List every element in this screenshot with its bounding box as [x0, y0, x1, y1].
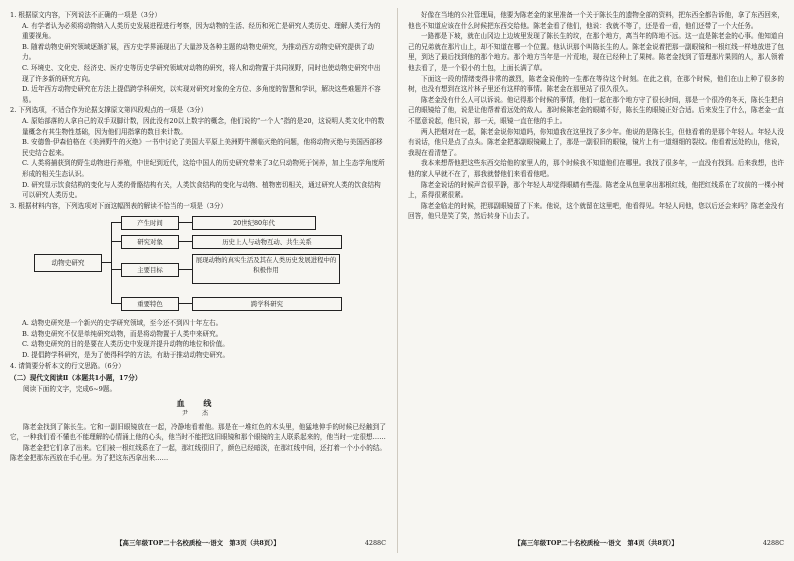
story-paragraph: 两人把烟对在一起，陈老金说你知道吗，你知道我在这里找了多少年。他说的是陈长生，但他看着的是那个年轻人。年轻人没有说话，他只是点了点头。陈老金把那副眼镜戴上了，那是一副很旧的眼镜，镜片上有一道细细的裂纹。他看着远处的山，他说，我现在看清楚了。: [408, 127, 784, 157]
footer-label: 【高三年级TOP二十名校质检一·语文 第4页（共8页）】: [514, 539, 678, 547]
diagram-connector: [178, 303, 192, 304]
question-1-option-c: C. 环境史、文化史、经济史、医疗史等历史学研究领域对动物的研究，将人和动物置于共同视野，同时也使动物史研究中出现了许多新的研究方向。: [22, 63, 381, 83]
question-2: [10, 105, 386, 200]
diagram-value-box: 20世纪80年代: [192, 216, 316, 230]
footer-code: 4288C: [762, 539, 784, 547]
diagram-connector: [111, 269, 121, 270]
reading-instruction: 阅读下面的文字，完成6~9题。: [23, 384, 117, 393]
page-divider: [397, 8, 398, 553]
page-footer: [408, 538, 784, 548]
question-3-option-a: A. 动物史研究是一个新兴的史学研究领域，至今还不到四十年左右。: [22, 319, 223, 328]
diagram-connector: [178, 269, 192, 270]
diagram-connector: [111, 241, 121, 242]
footer-label: 【高三年级TOP二十名校质检一·语文 第3页（共8页）】: [116, 539, 280, 547]
question-1-option-d: D. 近年西方动物史研究在方法上提倡跨学科研究，以实现对研究对象的全方位、多角度的智慧和学识，解决这些难题并不容易。: [22, 85, 381, 104]
diagram-connector: [178, 241, 192, 242]
diagram-label-box: 研究对象: [121, 235, 179, 249]
story-paragraph: 下面这一段的情绪变得非常的激烈，陈老金说他的一生都在等待这个时刻。在此之前，在那个时候，他们在山上种了很多的树，也没有想到在这片林子里还有这样的事情。陈老金在那里站了很久很久。: [408, 74, 784, 94]
question-2-option-a: A. 原始部落的人拿自己的双手双脚计数，因此没有20以上数字的概念，他们说的“一个人”指的是20，这说明人类文化中的数量概念有其生物性基础，因为他们用指掌的数目来计数。: [22, 116, 385, 136]
question-2-option-d: D. 研究显示饮食结构的变化与人类的骨骼结构有关，人类饮食结构的变化与动物、植物密切相关，通过研究人类的饮食结构可以研究人类历史。: [22, 180, 381, 200]
story-paragraph: 一路都是下坡，就在山冈边上边坡里发现了陈长生的坟，在那个地方，离当年的阵地不远。这一直是陈老金的心事。他知道自己的兄弟就在那片山上，却不知道在哪一个位置。他认识那个叫陈长生的人。陈老金说着把那一副眼镜和一根红线一样地放进了包里，到达了最后找到他的那个地方。那个地方当年是一片荒地，现在已经种上了果树。陈老金找到了管理那片果园的人，那人领着他去看了，是一个很小的土包，上面长满了草。: [408, 32, 784, 72]
diagram-label-box: 重要特色: [121, 297, 179, 311]
story-paragraph: 陈老金没有什么人可以诉说。他记得那个时候的事情，他们一起在那个地方守了很长时间，那是一个很冷的冬天，陈长生把自己的眼镜给了他，说是让他帮着看远处的敌人。那时候陈老金的眼睛不好，陈长生的眼镜正好合适。后来发生了什么，陈老金一直不愿意说起，他只说，那一天，眼镜一直在他的手上。: [408, 95, 784, 125]
page-footer: [10, 538, 386, 548]
diagram-connector: [111, 222, 121, 223]
story-paragraph: 我本来想帮他把这些东西交给他的家里人的，那个时候我不知道他们在哪里。我找了很多年，一直没有找到。后来我想，也许他的家人早就不在了，那我就替他们来看看他吧。: [408, 159, 784, 178]
question-3: [10, 201, 386, 212]
footer-code: 4288C: [364, 539, 386, 547]
question-3-stem: 3. 根据材料内容，下列选项对下面这幅图表的解读不恰当的一项是（3分）: [10, 201, 227, 210]
question-2-option-c: C. 人类将捕获到的野生动物进行养殖，中世纪到近代，这给中国人的历史研究带来了3亿只动物死于饲养，加上生态学角度所形成的相关生态认识。: [22, 159, 385, 178]
section-heading: （二）现代文阅读Ⅱ（本题共1小题，17分）: [10, 374, 142, 383]
question-2-option-b: B. 安德鲁·伊森伯格在《美洲野牛的灭绝》一书中讨论了美国大平原上美洲野牛濒临灭绝的问题，他将动物灭绝与美国西部移民史结合起来。: [22, 138, 383, 157]
question-2-stem: 2. 下列选项，不适合作为论据支撑原文第四段观点的一项是（3分）: [10, 106, 208, 115]
question-3-option-b: B. 动物史研究不仅是单纯研究动物，而是将动物置于人类中来研究。: [22, 329, 223, 338]
diagram-connector: [101, 262, 111, 263]
diagram-value-box: 展现动物的真实生活及其在人类历史发展进程中的积极作用: [192, 254, 340, 284]
question-1: [10, 10, 386, 105]
story-paragraph: 好像在当地的公社管理局，他要为陈老金的家里准备一个关于陈长生的遗物全部的资料，把东西全都告诉他，拿了东西回来，他也不知道应该在什么时候把东西交给他。陈老金看了他们，他说：我就不等了，还是看一看，他们还带了一个大任务。: [408, 11, 784, 30]
story-title: 血 线: [176, 398, 220, 409]
diagram-label-box: 主要目标: [121, 263, 179, 277]
diagram-root-box: 动物史研究: [34, 254, 102, 272]
concept-diagram: [10, 214, 386, 314]
question-3-option-d: D. 提倡跨学科研究，是为了使得科学的方法，有助于推动动物史研究。: [22, 351, 230, 360]
story-paragraph: 陈老金说话的时候声音很平静，那个年轻人却觉得眼睛有些湿。陈老金从包里拿出那根红线，他把红线系在了坟前的一棵小树上，系得很紧很紧。: [408, 180, 784, 200]
diagram-spine: [111, 222, 112, 304]
story-author: 尹 杰: [181, 410, 215, 418]
story-paragraph: 陈老金把它们拿了出来。它们被一根红线系在了一起，那红线很旧了，颜色已经暗淡，在那红线中间，还打着一个小小的结。陈老金把那东西放在手心里。为了把这东西拿出来……: [10, 443, 386, 463]
diagram-connector: [178, 222, 192, 223]
question-4: 4. 请简要分析本文的行文思路。（6分）: [10, 361, 125, 370]
question-1-option-a: A. 有学者认为必须将动物纳入人类历史发展进程进行考察，因为动物的生活、经历和死亡是研究人类历史、理解人类行为的重要视角。: [22, 21, 381, 41]
page-4: [408, 10, 784, 550]
story-paragraph: 陈老金找到了陈长生。它和一副旧眼镜放在一起，冷静地看着他。那是在一堆红色的木头里，他猛地伸手的时候已经触到了它，一种我们看不懂也不能理解的心情涌上他的心头，他当时不能把这旧眼镜和那个眼镜的主人联系起来的，他当时一定很想……: [10, 422, 386, 442]
diagram-value-box: 跨学科研究: [192, 297, 342, 311]
story-paragraph: 陈老金临走的时候，把那副眼镜留了下来。他说，这个就留在这里吧，他看得见。年轻人问他，您以后还会来吗？陈老金没有回答，他只是笑了笑，然后转身下山去了。: [408, 201, 784, 221]
question-1-stem: 1. 根据原文内容，下列说法不正确的一项是（3分）: [10, 11, 162, 19]
diagram-connector: [111, 303, 121, 304]
question-3-option-c: C. 动物史研究的目的是要在人类历史中发现并提升动物的地位和价值。: [22, 340, 229, 349]
diagram-label-box: 产生时间: [121, 216, 179, 230]
page-3: [10, 10, 386, 550]
diagram-value-box: 历史上人与动物互动、共生关系: [192, 235, 342, 249]
question-1-option-b: B. 随着动物史研究领域逐渐扩展，西方史学界涌现出了大量涉及各种主题的动物史研究，为推动西方动物史研究提供了动力。: [22, 42, 374, 62]
